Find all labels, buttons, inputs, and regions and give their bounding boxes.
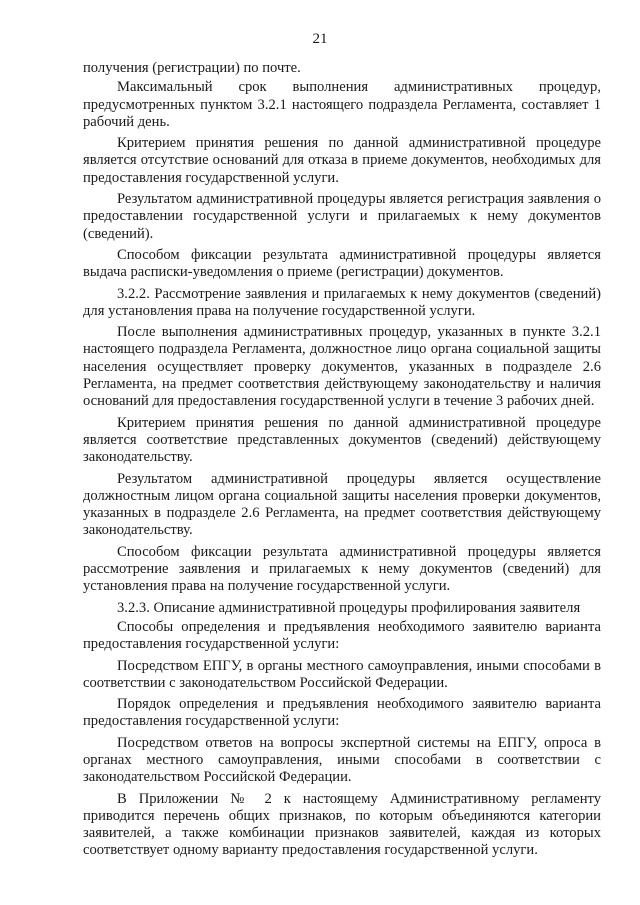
paragraph-continuation: получения (регистрации) по почте. xyxy=(83,60,301,76)
page-number: 21 xyxy=(312,31,328,47)
paragraph-via-epgu: Посредством ЕПГУ, в органы местного самоуправления, иными способами в соответствии с законодательством Российской Федерации. xyxy=(83,657,601,691)
section-heading-3-2-3: 3.2.3. Описание административной процедуры профилирования заявителя xyxy=(117,599,581,616)
paragraph-determination-order: Порядок определения и предъявления необходимого заявителю варианта предоставления государственной услуги: xyxy=(83,696,601,730)
paragraph-appendix-reference: В Приложении № 2 к настоящему Административному регламенту приводится перечень общих признаков, по которым объединяются категории заявителей, а также комбинации признаков заявителей, каждая из которых соответствует одному варианту предоставления государственной услуги. xyxy=(83,790,601,859)
paragraph-result-recording: Способом фиксации результата административной процедуры является выдача расписки-уведомления о приеме (регистрации) документов. xyxy=(83,246,601,281)
paragraph-determination-methods: Способы определения и предъявления необходимого заявителю варианта предоставления государственной услуги: xyxy=(83,618,601,653)
section-heading-3-2-2: 3.2.2. Рассмотрение заявления и прилагаемых к нему документов (сведений) для установления права на получение государственной услуги. xyxy=(83,285,601,319)
paragraph-document-check: После выполнения административных процедур, указанных в пункте 3.2.1 настоящего подраздела Регламента, должностное лицо органа социальной защиты населения осуществляет проверку документов, указанных в подразделе 2.6 Регламента, на предмет соответствия действующему законодательству и наличия оснований для предоставления государственной услуги в течение 3 рабочих дней. xyxy=(83,324,601,410)
paragraph-decision-criterion-2: Критерием принятия решения по данной административной процедуре является соответствие представленных документов (сведений) действующему законодательству. xyxy=(83,414,601,466)
paragraph-decision-criterion: Критерием принятия решения по данной административной процедуре является отсутствие оснований для отказа в приеме документов, необходимых для предоставления государственной услуги. xyxy=(83,135,601,186)
paragraph-result-recording-2: Способом фиксации результата административной процедуры является рассмотрение заявления и прилагаемых к нему документов (сведений) для установления права на получение государственной услуги. xyxy=(83,543,601,595)
paragraph-max-term: Максимальный срок выполнения административных процедур, предусмотренных пунктом 3.2.1 настоящего подраздела Регламента, составляет 1 рабочий день. xyxy=(83,79,601,130)
paragraph-expert-system: Посредством ответов на вопросы экспертной системы на ЕПГУ, опроса в органах местного самоуправления, иными способами в соответствии с законодательством Российской Федерации. xyxy=(83,734,601,786)
paragraph-procedure-result: Результатом административной процедуры является регистрация заявления о предоставлении государственной услуги и прилагаемых к нему документов (сведений). xyxy=(83,191,601,242)
paragraph-procedure-result-2: Результатом административной процедуры является осуществление должностным лицом органа социальной защиты населения проверки документов, указанных в подразделе 2.6 Регламента, на предмет соответствия действующему законодательству. xyxy=(83,470,601,539)
document-body xyxy=(83,60,601,864)
